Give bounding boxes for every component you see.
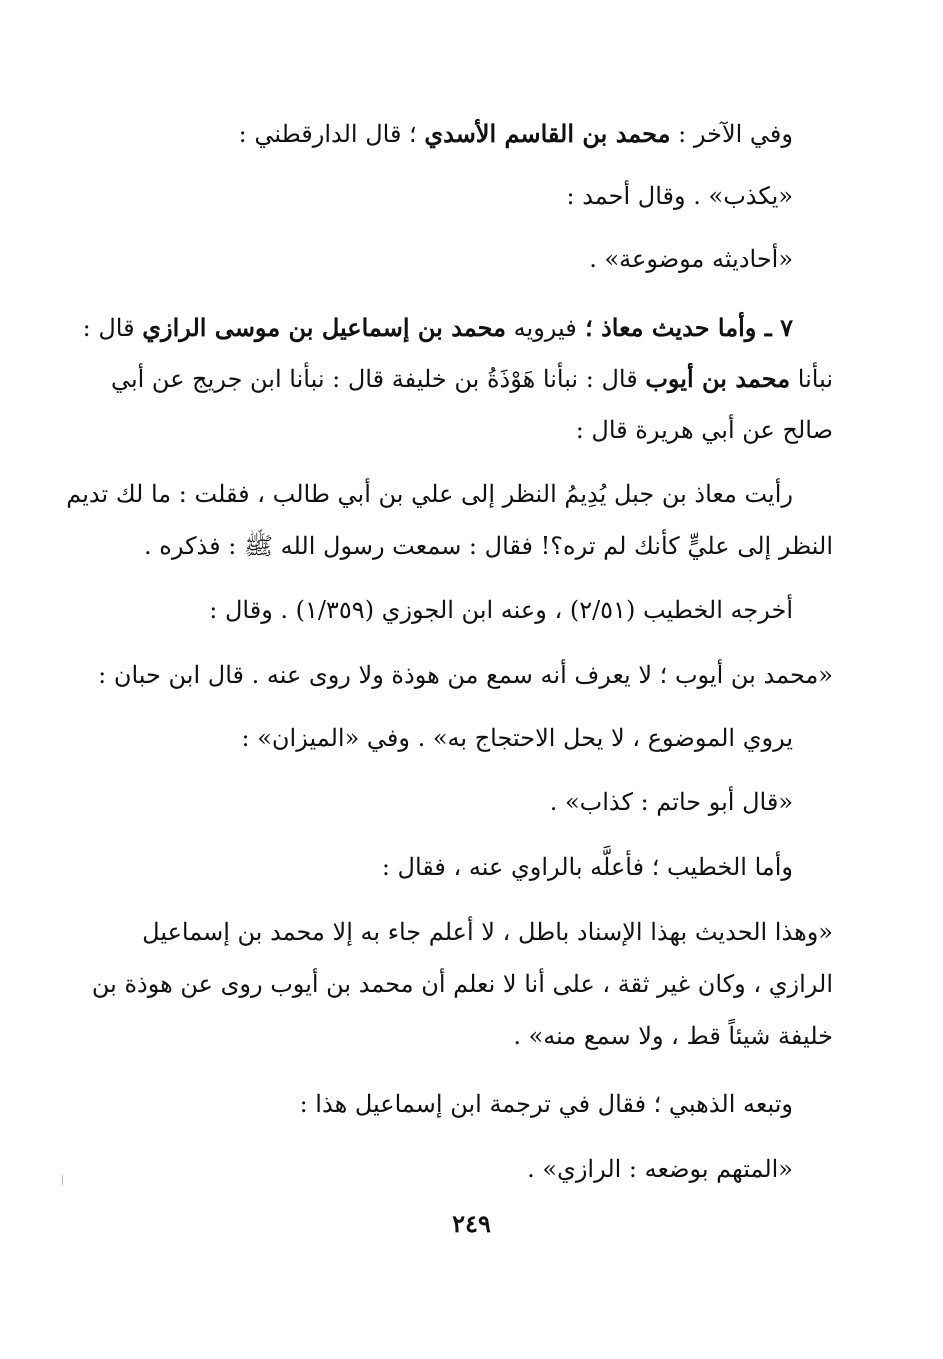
text-line-18: «المتهم بوضعه : الرازي» . <box>527 1155 793 1183</box>
text-line-15: الرازي ، وكان غير ثقة ، على أنا لا نعلم أن محمد بن أيوب روى عن هوذة بن <box>91 970 833 998</box>
text-line-2: «يكذب» . وقال أحمد : <box>566 182 793 210</box>
text-run: ؛ قال الدارقطني : <box>238 120 425 148</box>
text-run: قال : نبأنا هَوْذَةُ بن خليفة قال : نبأنا ابن جريج عن أبي <box>110 365 646 393</box>
text-line-16: خليفة شيئاً قط ، ولا سمع منه» . <box>513 1022 833 1050</box>
text-line-1 <box>93 118 793 150</box>
text-line-17: وتبعه الذهبي ؛ فقال في ترجمة ابن إسماعيل هذا : <box>299 1090 793 1118</box>
text-run: فيرويه <box>506 314 577 342</box>
text-line-7: رأيت معاذ بن جبل يُدِيمُ النظر إلى علي بن أبي طالب ، فقلت : ما لك تديم <box>66 480 793 508</box>
text-run: وفي الآخر : <box>670 120 793 148</box>
narrator-name: محمد بن أيوب <box>645 364 791 393</box>
text-line-5 <box>93 363 833 395</box>
text-line-10: «محمد بن أيوب ؛ لا يعرف أنه سمع من هوذة ولا روى عنه . قال ابن حبان : <box>98 661 833 689</box>
narrator-name: محمد بن القاسم الأسدي <box>424 119 671 148</box>
text-line-4 <box>82 312 793 344</box>
text-line-14: «وهذا الحديث بهذا الإسناد باطل ، لا أعلم جاء به إلا محمد بن إسماعيل <box>142 918 833 946</box>
text-line-8: النظر إلى عليٍّ كأنك لم تره؟! فقال : سمعت رسول الله ﷺ : فذكره . <box>144 532 833 560</box>
text-line-6: صالح عن أبي هريرة قال : <box>575 416 833 444</box>
text-line-11: يروي الموضوع ، لا يحل الاحتجاج به» . وفي «الميزان» : <box>241 724 793 752</box>
section-heading: ٧ ـ وأما حديث معاذ ؛ <box>576 313 793 342</box>
text-run: نبأنا <box>790 365 833 393</box>
text-line-3: «أحاديثه موضوعة» . <box>589 245 793 273</box>
text-run: قال : <box>82 314 143 342</box>
text-line-9: أخرجه الخطيب (٢/٥١) ، وعنه ابن الجوزي (١/٣٥٩) . وقال : <box>209 596 793 624</box>
text-line-12: «قال أبو حاتم : كذاب» . <box>549 788 793 816</box>
text-line-13: وأما الخطيب ؛ فأعلَّه بالراوي عنه ، فقال : <box>381 853 793 881</box>
margin-mark <box>62 1175 63 1185</box>
page-number: ٢٤٩ <box>452 1209 491 1238</box>
narrator-name: محمد بن إسماعيل بن موسى الرازي <box>142 313 507 342</box>
